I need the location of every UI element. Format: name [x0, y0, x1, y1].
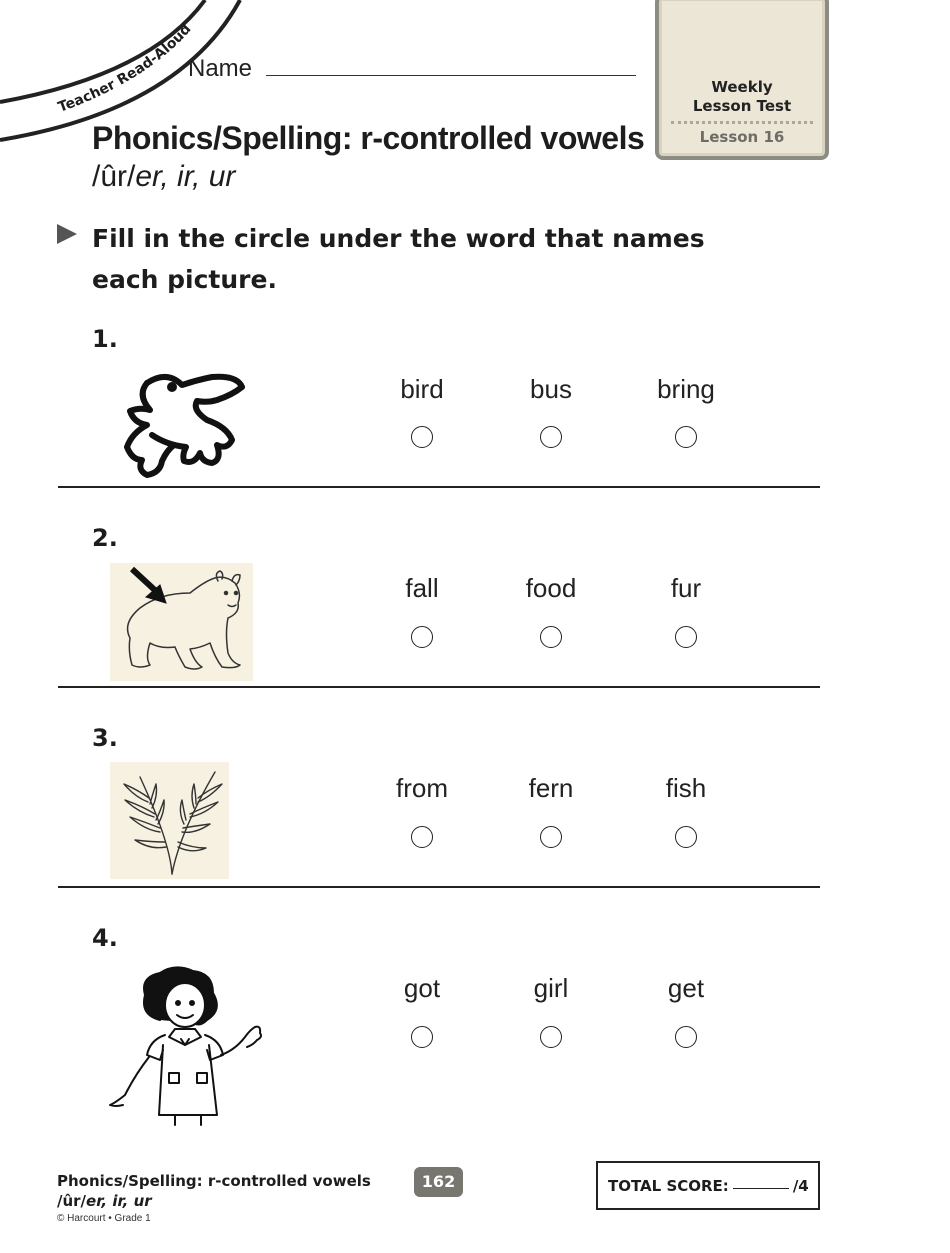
divider	[58, 886, 820, 888]
copyright: © Harcourt • Grade 1	[57, 1213, 151, 1224]
weekly-lesson-test-badge	[655, 0, 829, 160]
answer-bubble[interactable]	[540, 826, 562, 848]
total-score	[608, 1177, 809, 1195]
option-word: got	[403, 973, 441, 1003]
option-word: from	[396, 773, 448, 803]
answer-bubble[interactable]	[675, 426, 697, 448]
footer-title-line-1: Phonics/Spelling: r-controlled vowels	[57, 1172, 371, 1190]
badge-title	[659, 78, 825, 116]
footer-title-line-2	[57, 1191, 371, 1211]
answer-bubble[interactable]	[675, 826, 697, 848]
page-number: 162	[414, 1167, 463, 1197]
total-score-label: TOTAL SCORE:	[608, 1177, 729, 1195]
badge-divider	[671, 121, 813, 124]
sound-symbol: /ûr/	[92, 160, 136, 193]
footer-title	[57, 1171, 371, 1211]
instructions-line-2: each picture.	[92, 265, 277, 294]
answer-bubble[interactable]	[411, 426, 433, 448]
banner-text: Teacher Read-Aloud	[55, 21, 195, 116]
option-word: get	[667, 973, 705, 1003]
option-word: fur	[670, 573, 702, 603]
question-number: 3.	[92, 724, 118, 752]
page-subtitle	[92, 160, 235, 194]
bear-picture	[110, 563, 253, 681]
answer-bubble[interactable]	[411, 826, 433, 848]
option-word: girl	[533, 973, 569, 1003]
answer-bubble[interactable]	[540, 1026, 562, 1048]
total-score-suffix: /4	[792, 1177, 809, 1195]
girl-picture	[105, 965, 270, 1130]
option-word: fall	[405, 573, 439, 603]
option-word: bus	[530, 374, 572, 404]
badge-line-weekly: Weekly	[711, 78, 773, 96]
badge-line-lesson-test: Lesson Test	[692, 97, 792, 115]
answer-bubble[interactable]	[540, 426, 562, 448]
footer-spellings: er, ir, ur	[86, 1192, 152, 1210]
name-input-line[interactable]	[266, 75, 636, 76]
option-word: fish	[665, 773, 707, 803]
answer-bubble[interactable]	[411, 1026, 433, 1048]
answer-bubble[interactable]	[675, 1026, 697, 1048]
option-word: bring	[657, 374, 715, 404]
option-word: bird	[400, 374, 444, 404]
instructions	[92, 218, 712, 300]
fern-picture	[110, 762, 229, 879]
spellings: er, ir, ur	[135, 160, 236, 193]
question-number: 1.	[92, 325, 118, 353]
divider	[58, 486, 820, 488]
question-number: 2.	[92, 524, 118, 552]
answer-bubble[interactable]	[675, 626, 697, 648]
name-label: Name	[188, 55, 253, 82]
answer-bubble[interactable]	[540, 626, 562, 648]
bird-picture	[112, 365, 252, 480]
divider	[58, 686, 820, 688]
instructions-line-1: Fill in the circle under the word that names	[92, 224, 705, 253]
score-blank[interactable]	[733, 1188, 789, 1189]
badge-lesson-number: Lesson 16	[699, 128, 785, 146]
instruction-arrow-icon	[57, 224, 77, 244]
total-score-box	[596, 1161, 820, 1210]
option-word: fern	[528, 773, 574, 803]
answer-bubble[interactable]	[411, 626, 433, 648]
page-title: Phonics/Spelling: r-controlled vowels	[92, 120, 645, 156]
option-word: food	[525, 573, 577, 603]
question-number: 4.	[92, 924, 118, 952]
footer-sound: /ûr/	[57, 1192, 87, 1210]
